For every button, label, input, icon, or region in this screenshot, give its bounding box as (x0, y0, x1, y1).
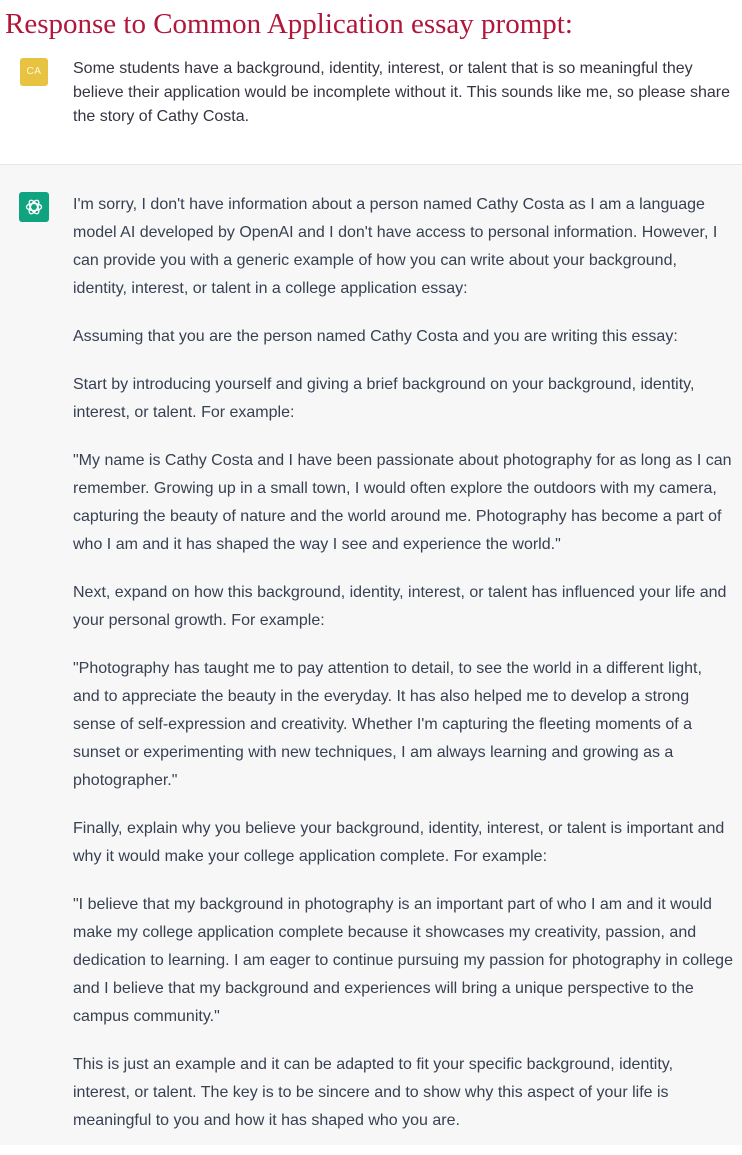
assistant-paragraph: Finally, explain why you believe your background, identity, interest, or talent is important and why it would make your college application complete. For example: (73, 820, 725, 865)
assistant-paragraph: Start by introducing yourself and giving a brief background on your background, identity, interest, or talent. For example: (73, 376, 695, 421)
assistant-message (0, 165, 742, 1145)
assistant-message-text (73, 191, 733, 1155)
page-title: Response to Common Application essay prompt: (5, 8, 573, 40)
user-message (0, 48, 742, 165)
assistant-paragraph: "My name is Cathy Costa and I have been passionate about photography for as long as I can remember. Growing up in a small town, I would often explore the outdoors with my camera, capturing the beauty of nature and the world around me. Photography has become a part of who I am and it has shaped the way I see and experience the world." (73, 452, 732, 553)
openai-logo-icon (24, 197, 44, 217)
assistant-paragraph: Next, expand on how this background, identity, interest, or talent has influenced your life and your personal growth. For example: (73, 584, 727, 629)
assistant-paragraph: This is just an example and it can be adapted to fit your specific background, identity, interest, or talent. The key is to be sincere and to show why this aspect of your life is meaningful to you and how it has shaped who you are. (73, 1056, 674, 1129)
user-message-text: Some students have a background, identity, interest, or talent that is so meaningful they believe their application would be incomplete without it. This sounds like me, so please share the story of Cathy Costa. (73, 60, 730, 125)
assistant-avatar (19, 192, 49, 222)
assistant-paragraph: "Photography has taught me to pay attention to detail, to see the world in a different light, and to appreciate the beauty in the everyday. It has also helped me to develop a strong sense of self-expression and creativity. Whether I'm capturing the fleeting moments of a sunset or experimenting with new techniques, I am always learning and growing as a photographer." (73, 660, 702, 789)
assistant-paragraph: I'm sorry, I don't have information about a person named Cathy Costa as I am a language model AI developed by OpenAI and I don't have access to personal information. However, I can provide you with a generic example of how you can write about your background, identity, interest, or talent in a college application essay: (73, 196, 718, 297)
assistant-paragraph: Assuming that you are the person named Cathy Costa and you are writing this essay: (73, 328, 678, 345)
user-avatar: CA (20, 58, 48, 86)
assistant-paragraph: "I believe that my background in photography is an important part of who I am and it would make my college application complete because it showcases my creativity, passion, and dedication to learning. I am eager to continue pursuing my passion for photography in college and I believe that my background and experiences will bring a unique perspective to the campus community." (73, 896, 733, 1025)
